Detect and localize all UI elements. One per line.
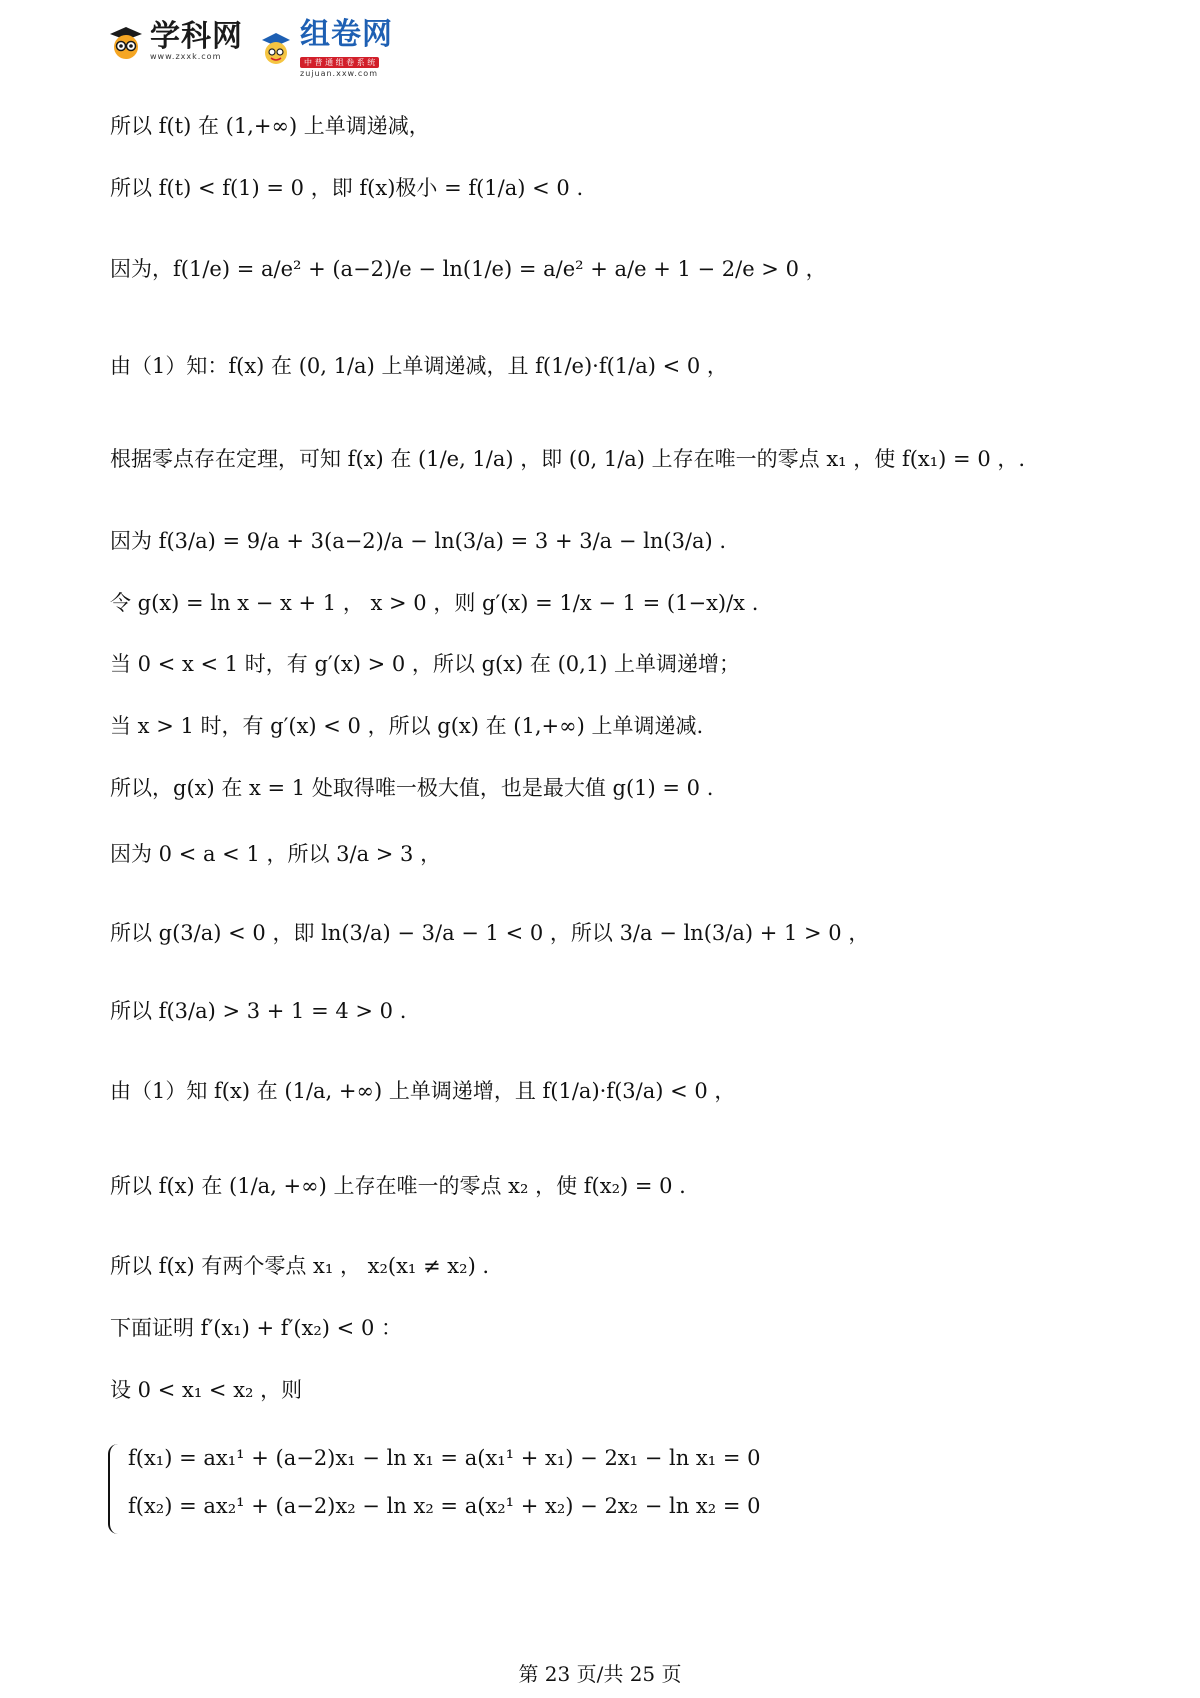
owl-face-icon [108, 24, 144, 60]
text-line-3: 因为，f(1/e) = a/e² + (a−2)/e − ln(1/e) = a/e² + a/e + 1 − 2/e > 0 ， [110, 257, 827, 281]
text-line-15: 所以 f(x) 在 (1/a, +∞) 上存在唯一的零点 x₂ ，使 f(x₂) = 0 . [110, 1174, 686, 1198]
equation-system-line-2: f(x₂) = ax₂¹ + (a−2)x₂ − ln x₂ = a(x₂¹ + x₂) − 2x₂ − ln x₂ = 0 [128, 1494, 761, 1518]
system-brace [108, 1444, 120, 1534]
zxxk-logo-title: 学科网 [150, 19, 243, 54]
text-line-5: 根据零点存在定理，可知 f(x) 在 (1/e, 1/a) ，即 (0, 1/a) 上存在唯一的零点 x₁ ，使 f(x₁) = 0 ，. [110, 447, 1026, 471]
text-line-1: 所以 f(t) 在 (1,+∞) 上单调递减， [110, 114, 430, 138]
text-line-6: 因为 f(3/a) = 9/a + 3(a−2)/a − ln(3/a) = 3 + 3/a − ln(3/a) . [110, 529, 727, 553]
text-line-10: 所以，g(x) 在 x = 1 处取得唯一极大值，也是最大值 g(1) = 0 . [110, 776, 714, 800]
equation-system-line-1: f(x₁) = ax₁¹ + (a−2)x₁ − ln x₁ = a(x₁¹ + x₁) − 2x₁ − ln x₁ = 0 [128, 1446, 761, 1470]
zujuan-logo-url: zujuan.xxw.com [300, 69, 378, 78]
zujuan-logo-subtitle: 中 普 通 组 卷 系 统 [300, 57, 379, 68]
page-footer: 第 23 页/共 25 页 [518, 1662, 682, 1686]
zxxk-logo [108, 19, 243, 61]
text-line-16: 所以 f(x) 有两个零点 x₁ ， x₂(x₁ ≠ x₂) . [110, 1254, 490, 1278]
text-line-13: 所以 f(3/a) > 3 + 1 = 4 > 0 . [110, 999, 407, 1023]
text-line-18: 设 0 < x₁ < x₂ ，则 [110, 1378, 303, 1402]
text-line-17: 下面证明 f′(x₁) + f′(x₂) < 0 ： [110, 1316, 402, 1340]
text-line-2: 所以 f(t) < f(1) = 0 ，即 f(x)极小 = f(1/a) < 0 . [110, 176, 584, 200]
text-line-7: 令 g(x) = ln x − x + 1 ， x > 0 ，则 g′(x) = 1/x − 1 = (1−x)/x . [110, 591, 759, 615]
text-line-14: 由（1）知 f(x) 在 (1/a, +∞) 上单调递增，且 f(1/a)·f(3/a) < 0 ， [110, 1079, 736, 1103]
text-line-11: 因为 0 < a < 1 ，所以 3/a > 3 ， [110, 842, 442, 866]
zujuan-logo [258, 17, 393, 78]
text-line-4: 由（1）知：f(x) 在 (0, 1/a) 上单调递减，且 f(1/e)·f(1/a) < 0 ， [110, 354, 728, 378]
text-line-9: 当 x > 1 时，有 g′(x) < 0 ，所以 g(x) 在 (1,+∞) 上单调递减. [110, 714, 704, 738]
student-mascot-icon [258, 31, 294, 67]
text-line-8: 当 0 < x < 1 时，有 g′(x) > 0 ，所以 g(x) 在 (0,1) 上单调递增； [110, 652, 741, 676]
zujuan-logo-title: 组卷网 [300, 17, 393, 52]
text-line-12: 所以 g(3/a) < 0 ，即 ln(3/a) − 3/a − 1 < 0 ，所以 3/a − ln(3/a) + 1 > 0 ， [110, 921, 870, 945]
zxxk-logo-url: www.zxxk.com [150, 52, 222, 61]
